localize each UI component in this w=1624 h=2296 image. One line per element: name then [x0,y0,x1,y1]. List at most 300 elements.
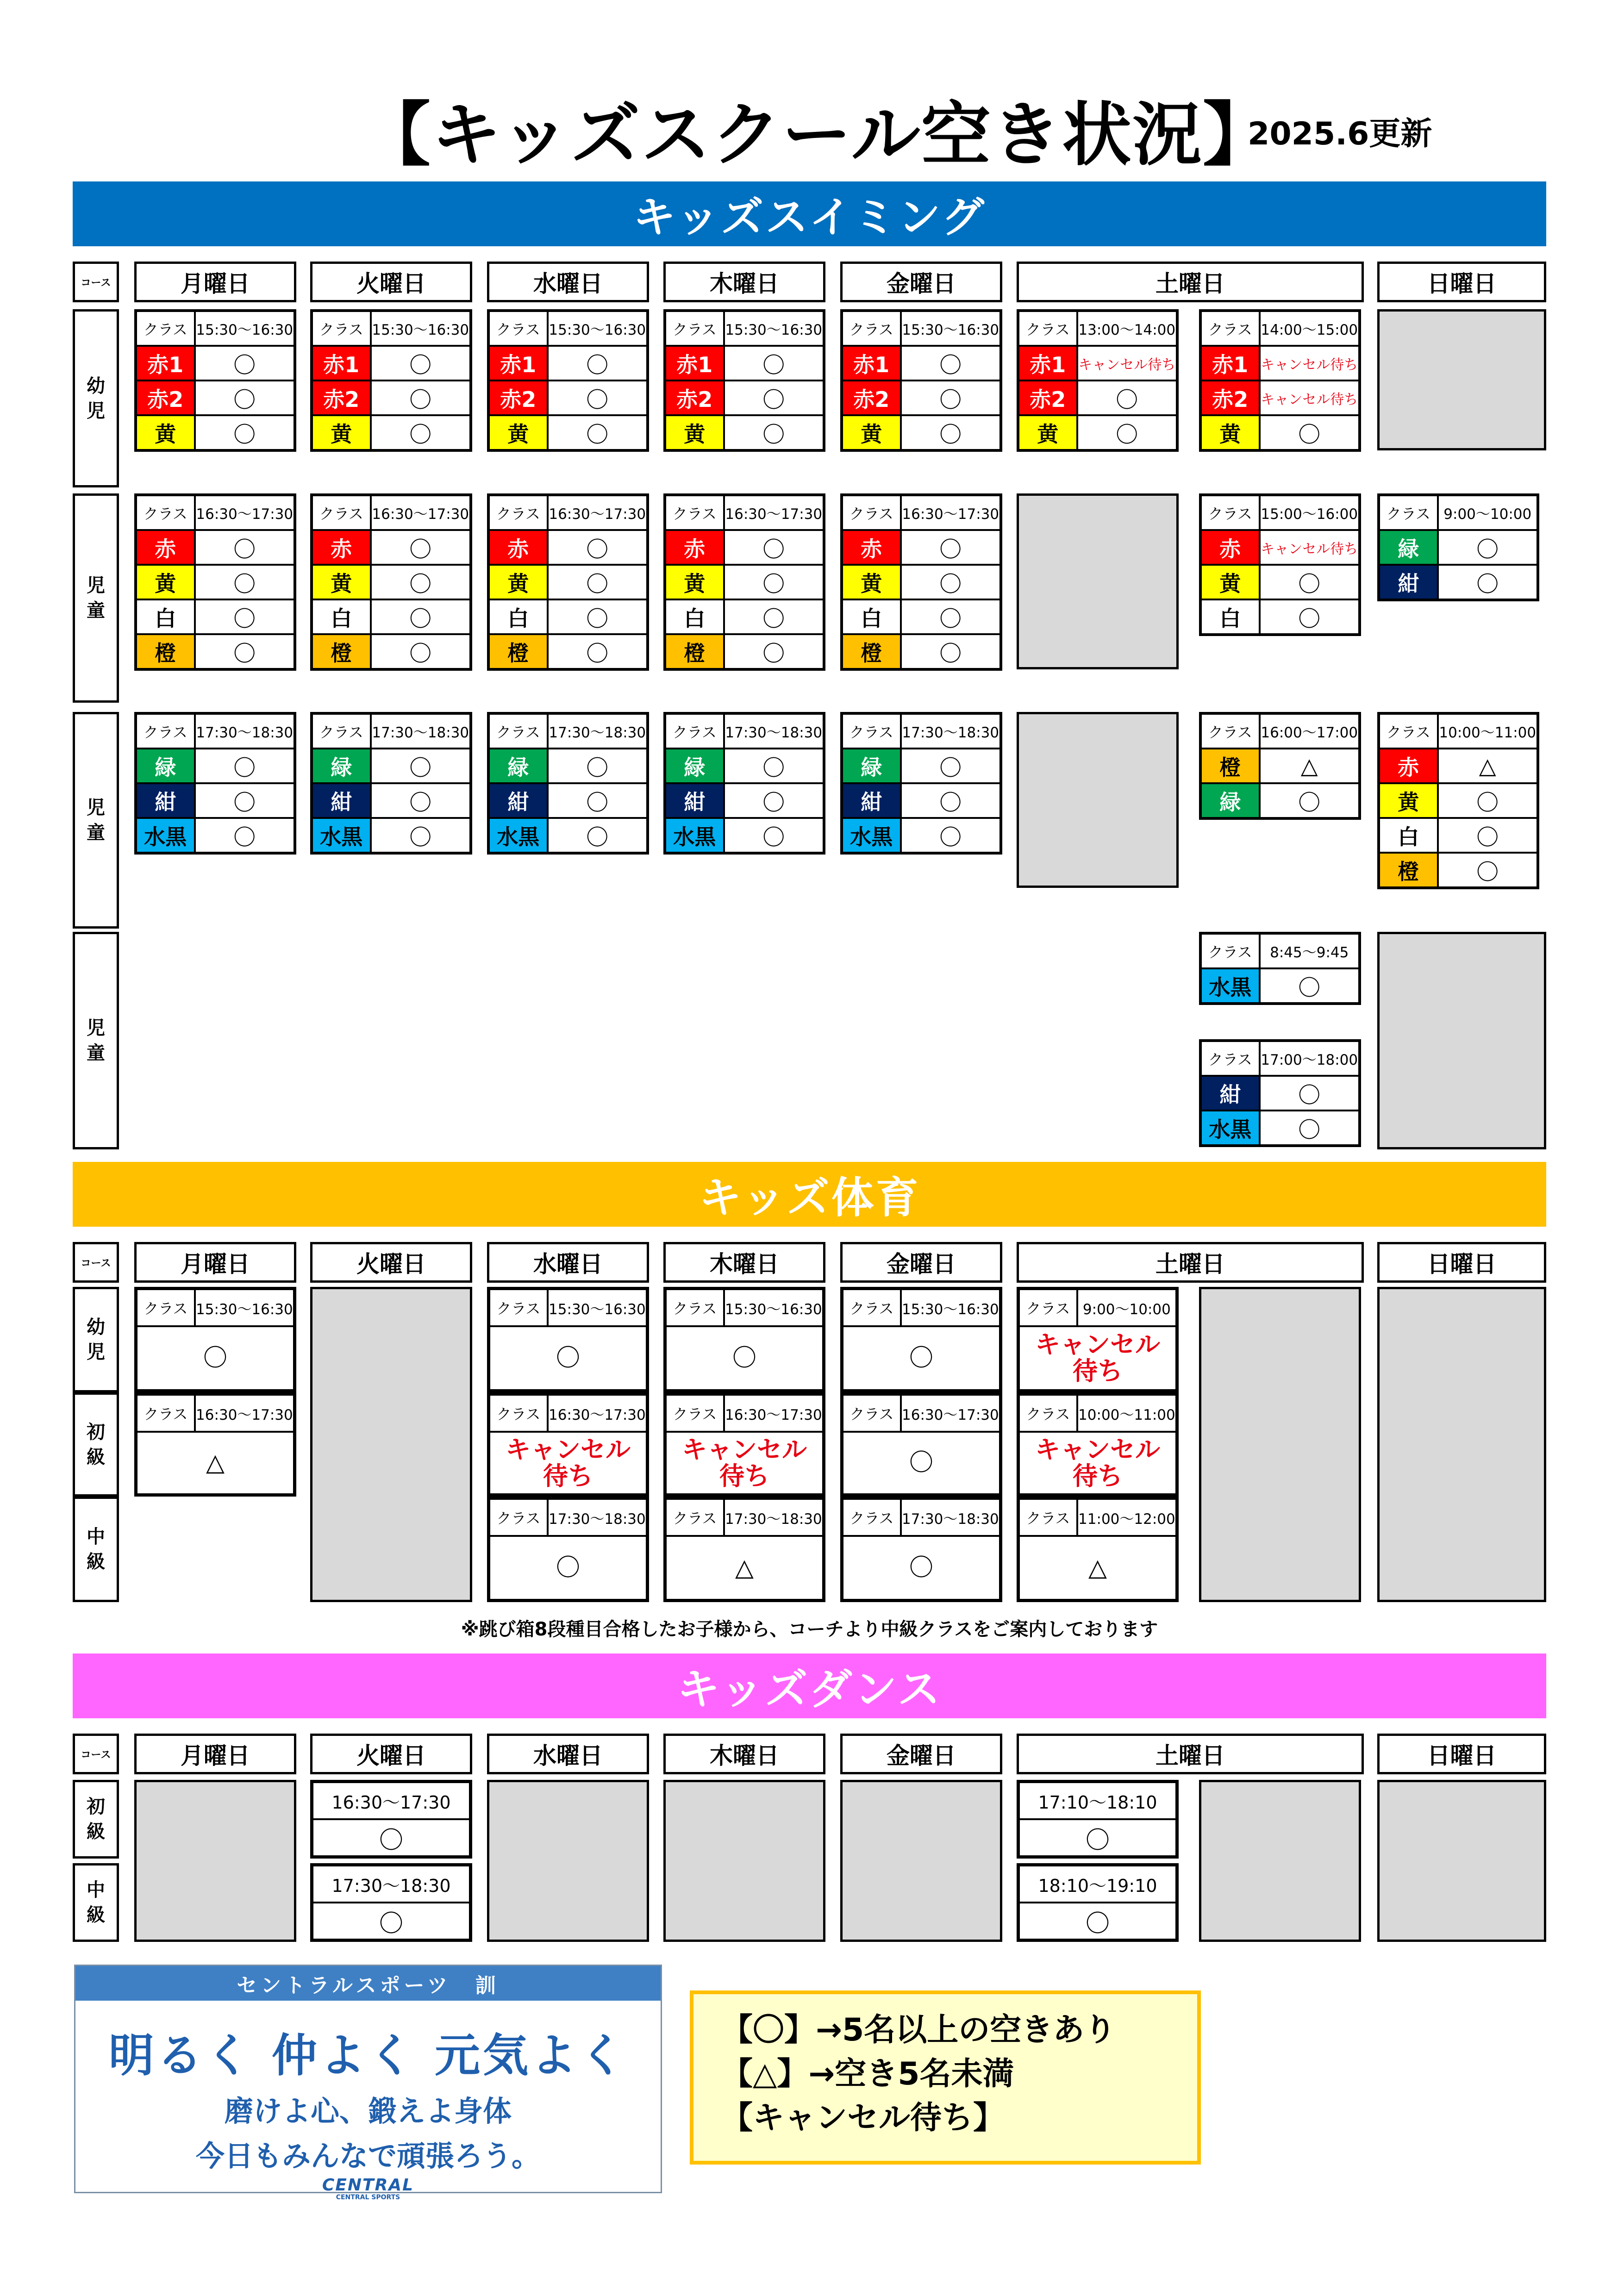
dance-day-header: 日曜日 [1377,1734,1546,1774]
class-header: クラス [489,1395,548,1432]
availability-status: 〇 [901,565,1000,599]
class-card [663,712,825,855]
class-header: クラス [843,1395,901,1432]
class-header: クラス [665,714,724,749]
color-level: 赤2 [489,381,548,415]
color-level: 黄 [665,565,724,599]
availability-status: 〇 [1260,1076,1359,1111]
level-char: 童 [87,1042,105,1064]
color-level: 黄 [136,415,195,450]
dance-class-box [310,1780,472,1859]
color-level: 赤1 [312,346,371,381]
closed-slot [487,1780,649,1942]
color-level: 橙 [842,634,901,669]
swim-day-header: 日曜日 [1377,262,1546,302]
color-level: 水黒 [136,818,195,853]
class-header: クラス [489,714,548,749]
cancel-wait-status [489,1432,647,1494]
availability-status: 〇 [843,1326,1000,1390]
class-time: 17:10～18:10 [1019,1782,1176,1819]
level-char: 級 [87,1446,105,1468]
color-level: 水黒 [665,818,724,853]
motto-header: セントラルスポーツ 訓 [75,1966,661,2001]
class-time: 16:30～17:30 [901,495,1000,530]
color-level: 橙 [1201,749,1260,783]
gym-day-header: 火曜日 [310,1242,472,1283]
color-level: 白 [136,599,195,634]
color-level: 赤1 [136,346,195,381]
level-char: 初 [87,1421,105,1443]
availability-status: 〇 [548,415,647,450]
class-header: クラス [666,1499,724,1536]
gym-class-box [1017,1497,1179,1602]
class-card [663,309,825,452]
class-time: 17:30～18:30 [548,1499,647,1536]
page-title: 【キッズスクール空き状況】 [361,95,1274,175]
availability-status: △ [1438,749,1537,783]
class-time: 17:30～18:30 [548,714,647,749]
availability-status: 〇 [371,346,470,381]
availability-status: 〇 [1438,565,1537,599]
closed-slot [1377,932,1546,1149]
swim-course-header: コース [73,262,119,302]
swim-day-header: 木曜日 [663,262,825,302]
availability-status: 〇 [548,783,647,818]
color-level: 橙 [489,634,548,669]
class-header: クラス [1201,1041,1260,1076]
color-level: 黄 [665,415,724,450]
gym-class-box [487,1392,649,1497]
updated-date: 2025.6更新 [1248,116,1432,152]
availability-status: 〇 [724,346,824,381]
availability-status: 〇 [1438,818,1537,853]
availability-status: 〇 [1260,783,1359,818]
availability-status: 〇 [1019,1819,1176,1856]
class-time: 16:30～17:30 [901,1395,1000,1432]
class-time: 9:00～10:00 [1077,1289,1176,1326]
availability-status: △ [1019,1536,1176,1600]
level-char: 童 [87,822,105,843]
swim-day-header: 水曜日 [487,262,649,302]
legend-box [690,1990,1201,2165]
class-time: 16:30～17:30 [724,1395,823,1432]
motto-line1: 明るく 仲よく 元気よく [108,2029,628,2082]
closed-slot [1017,493,1179,669]
availability-status: 〇 [548,381,647,415]
color-level: 赤1 [842,346,901,381]
color-level: 白 [1201,599,1260,634]
color-level: 紺 [136,783,195,818]
class-header: クラス [666,1395,724,1432]
availability-status: 〇 [901,783,1000,818]
class-header: クラス [665,495,724,530]
availability-status: 〇 [548,599,647,634]
availability-status: 〇 [1260,599,1359,634]
legend-line3: 【キャンセル待ち】 [721,2100,1005,2137]
class-time: 15:00～16:00 [1260,495,1359,530]
availability-status: 〇 [1438,853,1537,887]
availability-status: 〇 [724,783,824,818]
availability-status: 〇 [1260,968,1359,1003]
level-beginner [73,1780,119,1859]
availability-status: 〇 [489,1536,647,1600]
legend-line1: 【〇】→5名以上の空きあり [721,2012,1116,2048]
gym-class-box [663,1392,825,1497]
availability-status: 〇 [489,1326,647,1390]
central-logo-sub: CENTRAL SPORTS [336,2194,400,2201]
class-time: 17:30～18:30 [901,1499,1000,1536]
color-level: 緑 [1379,530,1438,565]
class-card [840,712,1002,855]
class-time: 16:30～17:30 [195,1395,294,1432]
dance-day-header: 土曜日 [1017,1734,1364,1774]
dance-class-box [1017,1780,1179,1859]
swim-day-header: 月曜日 [134,262,296,302]
closed-slot [1377,1287,1546,1602]
color-level: 緑 [1201,783,1260,818]
color-level: 赤2 [1018,381,1077,415]
color-level: 黄 [842,415,901,450]
class-time: 15:30～16:30 [901,311,1000,346]
class-card [663,493,825,671]
class-header: クラス [489,1289,548,1326]
dance-class-box [310,1863,472,1942]
level-intermediate [73,1497,119,1602]
color-level: 緑 [842,749,901,783]
color-level: 赤2 [842,381,901,415]
level-char: 中 [87,1879,105,1901]
class-header: クラス [842,714,901,749]
class-time: 15:30～16:30 [724,1289,823,1326]
level-char: 児 [87,1341,105,1363]
gym-class-box [487,1287,649,1392]
availability-status: 〇 [1077,381,1177,415]
availability-status: 〇 [724,749,824,783]
cancel-wait-status: キャンセル待ち [1260,530,1359,565]
availability-status: 〇 [195,818,294,853]
class-card [1377,493,1539,601]
gym-class-box [840,1287,1002,1392]
availability-status: 〇 [195,634,294,669]
gym-day-header: 金曜日 [840,1242,1002,1283]
color-level: 赤 [665,530,724,565]
closed-slot [1017,712,1179,888]
class-time: 16:30～17:30 [195,495,294,530]
level-char: 幼 [87,1316,105,1338]
availability-status: 〇 [371,818,470,853]
availability-status: △ [137,1432,294,1494]
class-time: 10:00～11:00 [1077,1395,1176,1432]
color-level: 黄 [489,415,548,450]
color-level: 赤1 [1201,346,1260,381]
availability-status: 〇 [371,749,470,783]
gym-course-header: コース [73,1242,119,1283]
availability-status: 〇 [724,381,824,415]
cancel-wait-line: 待ち [719,1461,769,1491]
color-level: 紺 [312,783,371,818]
class-header: クラス [842,311,901,346]
color-level: 赤1 [489,346,548,381]
availability-status: 〇 [724,565,824,599]
class-card [1377,712,1539,889]
color-level: 白 [665,599,724,634]
color-level: 黄 [1201,415,1260,450]
availability-status: 〇 [901,381,1000,415]
color-level: 緑 [312,749,371,783]
class-time: 16:30～17:30 [724,495,824,530]
color-level: 紺 [1379,565,1438,599]
availability-status: 〇 [312,1903,470,1940]
swim-day-header: 火曜日 [310,262,472,302]
color-level: 水黒 [842,818,901,853]
color-level: 赤 [312,530,371,565]
color-level: 水黒 [489,818,548,853]
class-time: 17:30～18:30 [312,1866,470,1903]
class-card [134,712,296,855]
color-level: 緑 [136,749,195,783]
color-level: 橙 [665,634,724,669]
class-header: クラス [843,1289,901,1326]
cancel-wait-line: キャンセル [1035,1435,1160,1464]
closed-slot [1199,1287,1361,1602]
color-level: 白 [1379,818,1438,853]
color-level: 白 [842,599,901,634]
color-level: 紺 [665,783,724,818]
cancel-wait-line: 待ち [1072,1461,1123,1491]
availability-status: 〇 [548,634,647,669]
level-char: 児 [87,797,105,818]
class-time: 16:30～17:30 [371,495,470,530]
class-card [1017,309,1179,452]
cancel-wait-line: キャンセル [1035,1330,1160,1360]
class-time: 14:00～15:00 [1260,311,1359,346]
color-level: 赤 [136,530,195,565]
level-child [73,932,119,1149]
level-infant [73,309,119,487]
class-time: 9:00～10:00 [1438,495,1537,530]
availability-status: 〇 [1260,415,1359,450]
motto-line3: 今日もみんなで頑張ろう。 [195,2139,540,2173]
cancel-wait-line: キャンセル [505,1435,631,1464]
class-time: 16:30～17:30 [548,495,647,530]
color-level: 赤2 [1201,381,1260,415]
central-logo: CENTRAL [322,2176,414,2195]
availability-status: 〇 [195,415,294,450]
availability-status: 〇 [195,530,294,565]
gym-class-box [840,1392,1002,1497]
gym-class-box [1017,1287,1179,1392]
availability-status: 〇 [371,783,470,818]
class-card [1199,309,1361,452]
availability-status: 〇 [371,565,470,599]
class-time: 17:30～18:30 [724,1499,823,1536]
class-time: 17:30～18:30 [901,714,1000,749]
level-char: 児 [87,1017,105,1039]
class-card [134,309,296,452]
cancel-wait-status: キャンセル待ち [1260,381,1359,415]
gym-day-header: 日曜日 [1377,1242,1546,1283]
availability-status: 〇 [137,1326,294,1390]
color-level: 水黒 [1201,1111,1260,1145]
color-level: 緑 [665,749,724,783]
class-header: クラス [136,311,195,346]
availability-status: 〇 [312,1819,470,1856]
level-child [73,493,119,703]
availability-status: 〇 [195,381,294,415]
color-level: 赤2 [312,381,371,415]
availability-status: 〇 [724,530,824,565]
availability-status: 〇 [371,599,470,634]
swim-day-header: 土曜日 [1017,262,1364,302]
level-child [73,712,119,929]
gym-class-box [134,1392,296,1497]
class-time: 16:00～17:00 [1260,714,1359,749]
color-level: 橙 [312,634,371,669]
level-char: 童 [87,600,105,621]
class-header: クラス [843,1499,901,1536]
gym-class-box [487,1497,649,1602]
gym-day-header: 土曜日 [1017,1242,1364,1283]
class-header: クラス [312,495,371,530]
gym-class-box [134,1287,296,1392]
class-time: 11:00～12:00 [1077,1499,1176,1536]
cancel-wait-status [666,1432,823,1494]
swim-day-header: 金曜日 [840,262,1002,302]
class-time: 17:30～18:30 [371,714,470,749]
availability-status: 〇 [1260,565,1359,599]
color-level: 赤 [1201,530,1260,565]
gym-class-box [840,1497,1002,1602]
color-level: 黄 [842,565,901,599]
class-card [487,309,649,452]
availability-status: 〇 [548,530,647,565]
class-time: 17:30～18:30 [724,714,824,749]
class-header: クラス [136,495,195,530]
level-char: 級 [87,1904,105,1926]
gym-day-header: 月曜日 [134,1242,296,1283]
color-level: 赤2 [136,381,195,415]
legend-line2: 【△】→空き5名未満 [721,2056,1014,2093]
level-char: 児 [87,400,105,422]
color-level: 紺 [489,783,548,818]
color-level: 紺 [1201,1076,1260,1111]
color-level: 水黒 [1201,968,1260,1003]
class-header: クラス [1019,1289,1077,1326]
class-card [134,493,296,671]
availability-status: 〇 [901,818,1000,853]
cancel-wait-status: キャンセル待ち [1077,346,1177,381]
closed-slot [134,1780,296,1942]
color-level: 水黒 [312,818,371,853]
availability-status: 〇 [371,415,470,450]
class-time: 15:30～16:30 [195,1289,294,1326]
gym-day-header: 木曜日 [663,1242,825,1283]
class-time: 16:30～17:30 [548,1395,647,1432]
class-header: クラス [1201,311,1260,346]
cancel-wait-status [1019,1432,1176,1494]
availability-status: 〇 [371,634,470,669]
gym-class-box [1017,1392,1179,1497]
availability-status: 〇 [901,346,1000,381]
level-char: 初 [87,1796,105,1817]
class-time: 15:30～16:30 [901,1289,1000,1326]
class-card [1199,493,1361,636]
availability-status: 〇 [901,599,1000,634]
closed-slot [1377,309,1546,450]
availability-status: 〇 [195,346,294,381]
cancel-wait-status [1019,1326,1176,1390]
closed-slot [840,1780,1002,1942]
class-card [310,493,472,671]
class-time: 17:30～18:30 [195,714,294,749]
level-char: 中 [87,1526,105,1547]
gym-day-header: 水曜日 [487,1242,649,1283]
color-level: 赤1 [665,346,724,381]
color-level: 赤2 [665,381,724,415]
availability-status: 〇 [724,634,824,669]
availability-status: △ [666,1536,823,1600]
availability-status: 〇 [548,749,647,783]
class-header: クラス [1379,495,1438,530]
class-header: クラス [312,311,371,346]
class-time: 15:30～16:30 [548,1289,647,1326]
class-card [1199,712,1361,820]
class-header: クラス [1018,311,1077,346]
class-header: クラス [489,495,548,530]
level-char: 級 [87,1551,105,1572]
availability-status: △ [1260,749,1359,783]
dance-band: キッズダンス [73,1653,1546,1718]
availability-status: 〇 [195,565,294,599]
color-level: 赤 [1379,749,1438,783]
class-header: クラス [136,714,195,749]
class-header: クラス [1019,1395,1077,1432]
availability-status: 〇 [1260,1111,1359,1145]
gym-class-box [663,1497,825,1602]
availability-status: 〇 [195,749,294,783]
class-header: クラス [1201,714,1260,749]
class-header: クラス [489,1499,548,1536]
level-char: 級 [87,1821,105,1842]
gym-class-box [663,1287,825,1392]
availability-status: 〇 [724,818,824,853]
dance-day-header: 火曜日 [310,1734,472,1774]
cancel-wait-status: キャンセル待ち [1260,346,1359,381]
availability-status: 〇 [371,530,470,565]
color-level: 黄 [1379,783,1438,818]
class-time: 15:30～16:30 [548,311,647,346]
class-card [487,712,649,855]
availability-status: 〇 [548,565,647,599]
class-time: 16:30～17:30 [312,1782,470,1819]
class-header: クラス [842,495,901,530]
availability-status: 〇 [901,634,1000,669]
class-card [840,493,1002,671]
closed-slot [310,1287,472,1602]
availability-status: 〇 [666,1326,823,1390]
level-char: 児 [87,575,105,596]
cancel-wait-line: 待ち [1072,1356,1123,1385]
class-card [310,309,472,452]
class-header: クラス [1201,934,1260,968]
class-header: クラス [1379,714,1438,749]
class-time: 15:30～16:30 [724,311,824,346]
color-level: 黄 [1201,565,1260,599]
class-card [840,309,1002,452]
color-level: 黄 [1018,415,1077,450]
class-time: 13:00～14:00 [1077,311,1177,346]
class-header: クラス [489,311,548,346]
